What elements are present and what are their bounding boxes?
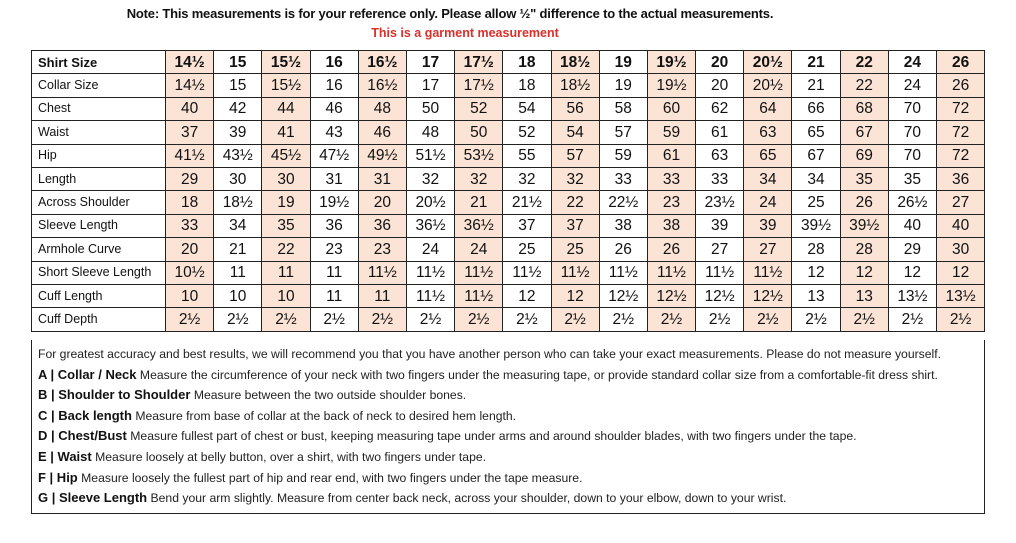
measurement-cell: 44 bbox=[262, 97, 310, 120]
row-label: Armhole Curve bbox=[32, 238, 166, 261]
measurement-cell: 29 bbox=[166, 167, 214, 190]
measurement-cell: 2½ bbox=[503, 308, 551, 331]
measurement-cell: 70 bbox=[888, 144, 936, 167]
instruction-text: Measure fullest part of chest or bust, keeping measuring tape under arms and around shoulder blades, with two fingers under the tape. bbox=[130, 429, 857, 444]
measurement-cell: 52 bbox=[503, 121, 551, 144]
measurement-cell: 47½ bbox=[310, 144, 358, 167]
row-label: Chest bbox=[32, 97, 166, 120]
measurement-instructions bbox=[31, 340, 985, 514]
measurement-cell: 28 bbox=[792, 238, 840, 261]
measurement-cell: 23 bbox=[358, 238, 406, 261]
instruction-title: A | Collar / Neck bbox=[38, 366, 137, 382]
measurement-cell: 52 bbox=[455, 97, 503, 120]
measurement-cell: 50 bbox=[455, 121, 503, 144]
measurement-cell: 22 bbox=[262, 238, 310, 261]
measurement-cell: 66 bbox=[792, 97, 840, 120]
measurement-cell: 11½ bbox=[358, 261, 406, 284]
measurement-cell: 26 bbox=[937, 74, 985, 97]
measurement-cell: 28 bbox=[840, 238, 888, 261]
measurement-cell: 12 bbox=[503, 284, 551, 307]
measurement-cell: 36 bbox=[358, 214, 406, 237]
garment-measurement-note: This is a garment measurement bbox=[371, 26, 559, 40]
measurement-cell: 55 bbox=[503, 144, 551, 167]
measurement-cell: 31 bbox=[358, 167, 406, 190]
measurement-cell: 50 bbox=[406, 97, 454, 120]
row-label: Length bbox=[32, 167, 166, 190]
measurement-cell: 12 bbox=[792, 261, 840, 284]
measurement-cell: 45½ bbox=[262, 144, 310, 167]
measurement-cell: 19½ bbox=[647, 74, 695, 97]
measurement-cell: 12½ bbox=[647, 284, 695, 307]
measurement-cell: 20 bbox=[166, 238, 214, 261]
measurement-cell: 63 bbox=[696, 144, 744, 167]
measurement-cell: 37 bbox=[503, 214, 551, 237]
reference-note: Note: This measurements is for your reference only. Please allow ½" difference to the actual measurements. bbox=[126, 6, 774, 21]
shirt-size-cell: 24 bbox=[888, 51, 936, 74]
measurement-cell: 24 bbox=[406, 238, 454, 261]
measurement-cell: 18½ bbox=[214, 191, 262, 214]
measurement-cell: 27 bbox=[937, 191, 985, 214]
measurement-cell: 19½ bbox=[310, 191, 358, 214]
measurement-cell: 17 bbox=[406, 74, 454, 97]
measurement-cell: 11 bbox=[310, 261, 358, 284]
instruction-text: Measure between the two outside shoulder bones. bbox=[193, 388, 467, 403]
measurement-cell: 30 bbox=[262, 167, 310, 190]
table-row bbox=[32, 284, 985, 307]
measurement-cell: 38 bbox=[599, 214, 647, 237]
measurement-cell: 59 bbox=[647, 121, 695, 144]
measurement-cell: 2½ bbox=[937, 308, 985, 331]
shirt-size-cell: 20½ bbox=[744, 51, 792, 74]
measurement-cell: 2½ bbox=[696, 308, 744, 331]
instruction-title: B | Shoulder to Shoulder bbox=[38, 387, 191, 403]
measurement-cell: 36 bbox=[937, 167, 985, 190]
measurement-cell: 35 bbox=[840, 167, 888, 190]
measurement-cell: 36½ bbox=[406, 214, 454, 237]
measurement-cell: 27 bbox=[696, 238, 744, 261]
measurement-cell: 33 bbox=[599, 167, 647, 190]
measurement-cell: 21 bbox=[455, 191, 503, 214]
instruction-item bbox=[38, 365, 984, 386]
measurement-cell: 24 bbox=[888, 74, 936, 97]
measurement-cell: 11½ bbox=[696, 261, 744, 284]
measurement-cell: 10 bbox=[214, 284, 262, 307]
measurement-cell: 2½ bbox=[406, 308, 454, 331]
measurement-cell: 24 bbox=[744, 191, 792, 214]
measurement-cell: 16½ bbox=[358, 74, 406, 97]
measurement-cell: 25 bbox=[551, 238, 599, 261]
measurement-cell: 26 bbox=[599, 238, 647, 261]
measurement-cell: 72 bbox=[937, 97, 985, 120]
measurement-cell: 65 bbox=[792, 121, 840, 144]
header-row bbox=[32, 51, 985, 74]
measurement-cell: 39½ bbox=[840, 214, 888, 237]
measurement-cell: 11½ bbox=[599, 261, 647, 284]
shirt-size-cell: 16½ bbox=[358, 51, 406, 74]
measurement-cell: 15 bbox=[214, 74, 262, 97]
measurement-cell: 22 bbox=[840, 74, 888, 97]
measurement-cell: 54 bbox=[503, 97, 551, 120]
measurement-cell: 69 bbox=[840, 144, 888, 167]
measurement-cell: 25 bbox=[503, 238, 551, 261]
measurement-cell: 21 bbox=[214, 238, 262, 261]
measurement-cell: 54 bbox=[551, 121, 599, 144]
table-row bbox=[32, 191, 985, 214]
measurement-cell: 2½ bbox=[647, 308, 695, 331]
measurement-cell: 2½ bbox=[455, 308, 503, 331]
measurement-cell: 40 bbox=[937, 214, 985, 237]
shirt-size-cell: 14½ bbox=[166, 51, 214, 74]
shirt-size-cell: 20 bbox=[696, 51, 744, 74]
table-row bbox=[32, 97, 985, 120]
instruction-item bbox=[38, 426, 984, 447]
measurement-cell: 11½ bbox=[551, 261, 599, 284]
measurement-cell: 61 bbox=[696, 121, 744, 144]
table-row bbox=[32, 238, 985, 261]
measurement-cell: 32 bbox=[503, 167, 551, 190]
measurement-cell: 42 bbox=[214, 97, 262, 120]
shirt-size-cell: 19 bbox=[599, 51, 647, 74]
measurement-cell: 2½ bbox=[310, 308, 358, 331]
measurement-cell: 22½ bbox=[599, 191, 647, 214]
measurement-cell: 40 bbox=[166, 97, 214, 120]
instruction-item bbox=[38, 447, 984, 468]
measurement-cell: 10½ bbox=[166, 261, 214, 284]
instruction-text: Bend your arm slightly. Measure from center back neck, across your shoulder, down to your elbow, down to your wrist. bbox=[150, 491, 787, 506]
measurement-cell: 39 bbox=[744, 214, 792, 237]
measurement-cell: 11 bbox=[262, 261, 310, 284]
measurement-cell: 56 bbox=[551, 97, 599, 120]
measurement-cell: 26 bbox=[647, 238, 695, 261]
measurement-cell: 14½ bbox=[166, 74, 214, 97]
measurement-cell: 59 bbox=[599, 144, 647, 167]
measurement-cell: 57 bbox=[599, 121, 647, 144]
measurement-cell: 13 bbox=[840, 284, 888, 307]
instruction-title: F | Hip bbox=[38, 469, 78, 485]
shirt-size-cell: 15 bbox=[214, 51, 262, 74]
measurement-cell: 18½ bbox=[551, 74, 599, 97]
measurement-cell: 10 bbox=[166, 284, 214, 307]
instruction-list bbox=[38, 365, 984, 509]
measurement-cell: 23 bbox=[310, 238, 358, 261]
measurement-cell: 34 bbox=[792, 167, 840, 190]
measurement-cell: 49½ bbox=[358, 144, 406, 167]
measurement-cell: 11 bbox=[310, 284, 358, 307]
measurement-cell: 25 bbox=[792, 191, 840, 214]
measurement-cell: 2½ bbox=[840, 308, 888, 331]
shirt-size-cell: 17 bbox=[406, 51, 454, 74]
measurement-cell: 72 bbox=[937, 121, 985, 144]
measurement-cell: 15½ bbox=[262, 74, 310, 97]
shirt-size-cell: 26 bbox=[937, 51, 985, 74]
measurement-cell: 33 bbox=[166, 214, 214, 237]
shirt-size-cell: 17½ bbox=[455, 51, 503, 74]
measurement-cell: 2½ bbox=[599, 308, 647, 331]
measurement-cell: 62 bbox=[696, 97, 744, 120]
measurement-cell: 11½ bbox=[406, 261, 454, 284]
measurement-cell: 12 bbox=[888, 261, 936, 284]
measurement-cell: 12 bbox=[551, 284, 599, 307]
measurement-cell: 2½ bbox=[166, 308, 214, 331]
row-label: Collar Size bbox=[32, 74, 166, 97]
measurement-cell: 10 bbox=[262, 284, 310, 307]
measurement-cell: 65 bbox=[744, 144, 792, 167]
instruction-item bbox=[38, 406, 984, 427]
measurement-cell: 34 bbox=[744, 167, 792, 190]
row-label: Sleeve Length bbox=[32, 214, 166, 237]
measurement-cell: 30 bbox=[937, 238, 985, 261]
measurement-cell: 26 bbox=[840, 191, 888, 214]
instruction-item bbox=[38, 488, 984, 509]
measurement-cell: 30 bbox=[214, 167, 262, 190]
shirt-size-cell: 16 bbox=[310, 51, 358, 74]
measurement-cell: 11½ bbox=[455, 284, 503, 307]
measurement-cell: 26½ bbox=[888, 191, 936, 214]
table-row bbox=[32, 214, 985, 237]
table-row bbox=[32, 308, 985, 331]
measurement-cell: 11 bbox=[214, 261, 262, 284]
measurement-cell: 2½ bbox=[358, 308, 406, 331]
row-label: Short Sleeve Length bbox=[32, 261, 166, 284]
measurement-cell: 31 bbox=[310, 167, 358, 190]
measurement-cell: 21½ bbox=[503, 191, 551, 214]
measurement-cell: 41 bbox=[262, 121, 310, 144]
measurement-cell: 48 bbox=[358, 97, 406, 120]
measurement-cell: 2½ bbox=[551, 308, 599, 331]
shirt-size-cell: 19½ bbox=[647, 51, 695, 74]
measurement-cell: 60 bbox=[647, 97, 695, 120]
measurement-cell: 27 bbox=[744, 238, 792, 261]
measurement-cell: 32 bbox=[455, 167, 503, 190]
measurement-cell: 67 bbox=[792, 144, 840, 167]
instruction-text: Measure loosely the fullest part of hip and rear end, with two fingers under the tape measure. bbox=[81, 470, 583, 485]
measurement-cell: 12 bbox=[840, 261, 888, 284]
measurement-cell: 32 bbox=[406, 167, 454, 190]
measurement-cell: 2½ bbox=[744, 308, 792, 331]
measurement-cell: 17½ bbox=[455, 74, 503, 97]
row-label: Cuff Length bbox=[32, 284, 166, 307]
shirt-size-cell: 18 bbox=[503, 51, 551, 74]
measurement-cell: 18 bbox=[166, 191, 214, 214]
measurement-cell: 22 bbox=[551, 191, 599, 214]
measurement-cell: 33 bbox=[696, 167, 744, 190]
measurement-cell: 37 bbox=[166, 121, 214, 144]
row-label: Hip bbox=[32, 144, 166, 167]
measurement-cell: 43½ bbox=[214, 144, 262, 167]
instruction-item bbox=[38, 468, 984, 489]
measurement-cell: 12½ bbox=[744, 284, 792, 307]
measurement-cell: 13 bbox=[792, 284, 840, 307]
measurement-cell: 19 bbox=[262, 191, 310, 214]
measurement-cell: 23 bbox=[647, 191, 695, 214]
size-chart-table bbox=[31, 50, 985, 332]
measurement-cell: 12½ bbox=[696, 284, 744, 307]
instructions-intro: For greatest accuracy and best results, we will recommend you that you have another person who can take your exact measurements. Please do not measure yourself. bbox=[38, 347, 942, 361]
measurement-cell: 18 bbox=[503, 74, 551, 97]
instruction-text: Measure from base of collar at the back of neck to desired hem length. bbox=[135, 408, 517, 423]
measurement-cell: 33 bbox=[647, 167, 695, 190]
measurement-cell: 24 bbox=[455, 238, 503, 261]
measurement-cell: 35 bbox=[888, 167, 936, 190]
shirt-size-cell: 18½ bbox=[551, 51, 599, 74]
instruction-title: G | Sleeve Length bbox=[38, 490, 148, 506]
measurement-cell: 39 bbox=[214, 121, 262, 144]
measurement-cell: 11½ bbox=[647, 261, 695, 284]
measurement-cell: 43 bbox=[310, 121, 358, 144]
measurement-cell: 21 bbox=[792, 74, 840, 97]
measurement-cell: 72 bbox=[937, 144, 985, 167]
instruction-title: D | Chest/Bust bbox=[38, 428, 127, 444]
shirt-size-cell: 22 bbox=[840, 51, 888, 74]
measurement-cell: 67 bbox=[840, 121, 888, 144]
instruction-text: Measure loosely at belly button, over a shirt, with two fingers under tape. bbox=[95, 449, 487, 464]
measurement-cell: 40 bbox=[888, 214, 936, 237]
measurement-cell: 29 bbox=[888, 238, 936, 261]
measurement-cell: 11½ bbox=[455, 261, 503, 284]
measurement-cell: 39½ bbox=[792, 214, 840, 237]
shirt-size-cell: 21 bbox=[792, 51, 840, 74]
measurement-cell: 51½ bbox=[406, 144, 454, 167]
instruction-title: C | Back length bbox=[38, 407, 132, 423]
measurement-cell: 20 bbox=[696, 74, 744, 97]
measurement-cell: 11½ bbox=[406, 284, 454, 307]
measurement-cell: 38 bbox=[647, 214, 695, 237]
shirt-size-cell: 15½ bbox=[262, 51, 310, 74]
measurement-cell: 58 bbox=[599, 97, 647, 120]
measurement-cell: 12 bbox=[937, 261, 985, 284]
measurement-cell: 64 bbox=[744, 97, 792, 120]
measurement-cell: 63 bbox=[744, 121, 792, 144]
row-label: Cuff Depth bbox=[32, 308, 166, 331]
measurement-cell: 68 bbox=[840, 97, 888, 120]
measurement-cell: 32 bbox=[551, 167, 599, 190]
measurement-cell: 46 bbox=[310, 97, 358, 120]
measurement-cell: 57 bbox=[551, 144, 599, 167]
measurement-cell: 53½ bbox=[455, 144, 503, 167]
row-label: Across Shoulder bbox=[32, 191, 166, 214]
measurement-cell: 2½ bbox=[262, 308, 310, 331]
measurement-cell: 37 bbox=[551, 214, 599, 237]
measurement-cell: 16 bbox=[310, 74, 358, 97]
row-label: Waist bbox=[32, 121, 166, 144]
measurement-cell: 48 bbox=[406, 121, 454, 144]
measurement-cell: 12½ bbox=[599, 284, 647, 307]
measurement-cell: 2½ bbox=[792, 308, 840, 331]
measurement-cell: 13½ bbox=[937, 284, 985, 307]
measurement-cell: 35 bbox=[262, 214, 310, 237]
measurement-cell: 23½ bbox=[696, 191, 744, 214]
measurement-cell: 70 bbox=[888, 121, 936, 144]
measurement-cell: 11½ bbox=[503, 261, 551, 284]
measurement-cell: 36 bbox=[310, 214, 358, 237]
measurement-cell: 2½ bbox=[214, 308, 262, 331]
measurement-cell: 61 bbox=[647, 144, 695, 167]
measurement-cell: 34 bbox=[214, 214, 262, 237]
measurement-cell: 41½ bbox=[166, 144, 214, 167]
measurement-cell: 2½ bbox=[888, 308, 936, 331]
measurement-cell: 19 bbox=[599, 74, 647, 97]
measurement-cell: 20½ bbox=[744, 74, 792, 97]
measurement-cell: 13½ bbox=[888, 284, 936, 307]
measurement-cell: 39 bbox=[696, 214, 744, 237]
measurement-cell: 11½ bbox=[744, 261, 792, 284]
measurement-cell: 11 bbox=[358, 284, 406, 307]
measurement-cell: 20 bbox=[358, 191, 406, 214]
measurement-cell: 20½ bbox=[406, 191, 454, 214]
instruction-title: E | Waist bbox=[38, 448, 92, 464]
instruction-text: Measure the circumference of your neck with two fingers under the measuring tape, or provide standard collar size from a comfortable-fit dress shirt. bbox=[139, 367, 938, 382]
size-chart-body bbox=[32, 51, 985, 332]
table-row bbox=[32, 144, 985, 167]
table-row bbox=[32, 261, 985, 284]
measurement-cell: 70 bbox=[888, 97, 936, 120]
measurement-cell: 46 bbox=[358, 121, 406, 144]
instruction-item bbox=[38, 385, 984, 406]
row-label: Shirt Size bbox=[32, 51, 166, 74]
table-row bbox=[32, 74, 985, 97]
table-row bbox=[32, 167, 985, 190]
table-row bbox=[32, 121, 985, 144]
measurement-cell: 36½ bbox=[455, 214, 503, 237]
